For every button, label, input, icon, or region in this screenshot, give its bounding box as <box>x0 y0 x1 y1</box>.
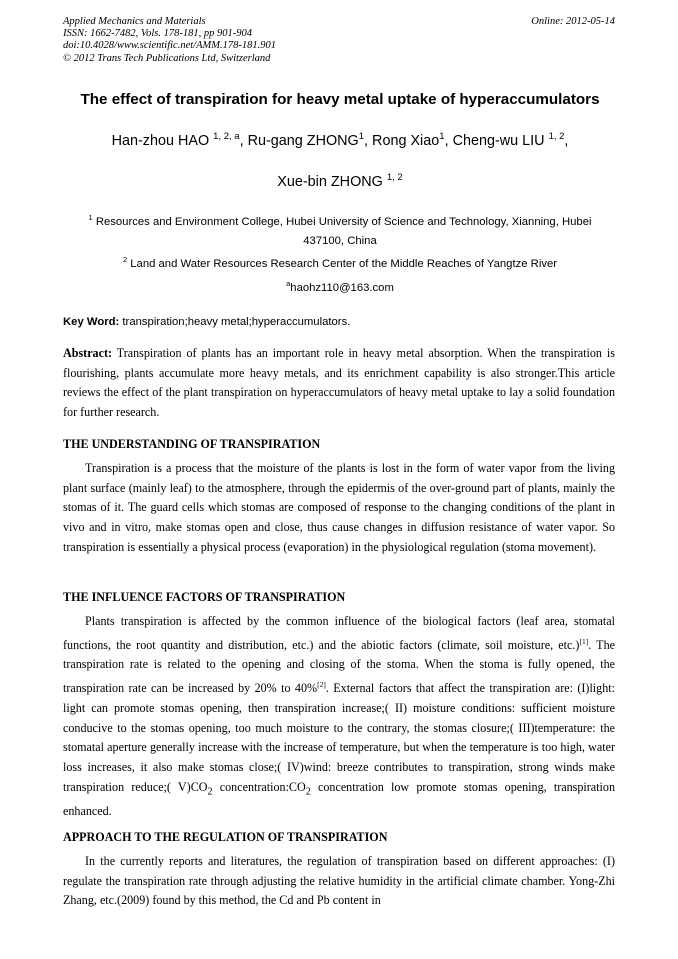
abstract-text: Transpiration of plants has an important role in heavy metal absorption. When the transpiration is flourishing, plants accumulate more heavy metals, and its enrichment capability is also stronger.This article reviews the effect of the plant transpiration on hyperaccumulators of heavy metal uptake to lay a solid foundation for further research. <box>63 346 615 420</box>
doi: doi:10.4028/www.scientific.net/AMM.178-181.901 <box>63 40 276 52</box>
author-name: Han-zhou HAO <box>111 132 210 149</box>
email-mark: a <box>286 279 291 288</box>
author-affiliation-mark: 1 <box>439 131 445 142</box>
author-line-2 <box>40 172 640 190</box>
paragraph-text: . External factors that affect the transpiration are: (I)light: light can promote stomas opening, then transpiration increase;( II) moisture conditions: sufficient moisture conducive to the stomas opening, too much moisture to the contrary, the stomas closure;( III)temperature: the stomatal aperture generally increase with the increase of temperature, but when the temperature is too high, water loss increases, it also make stomas close;( IV)wind: breeze contributes to transpiration, strong winds make transpiration reduce;( V)CO <box>63 681 615 794</box>
affiliation-text: Resources and Environment College, Hubei University of Science and Technology, Xianning, Hubei 437100, China <box>95 215 592 247</box>
section-heading: THE INFLUENCE FACTORS OF TRANSPIRATION <box>63 590 346 604</box>
keywords-label: Key Word: <box>63 316 120 328</box>
paper-title: The effect of transpiration for heavy metal uptake of hyperaccumulators <box>80 91 600 108</box>
section-heading: APPROACH TO THE REGULATION OF TRANSPIRATION <box>63 830 388 844</box>
paragraph-text: concentration low promote stomas opening, transpiration enhanced. <box>63 779 615 818</box>
paragraph-text: Plants transpiration is affected by the common influence of the biological factors (leaf area, stomatal functions, the root quantity and distribution, etc.) and the abiotic factors (climate, soil moisture, etc.) <box>63 614 615 652</box>
author-name: Xue-bin ZHONG <box>277 173 383 190</box>
affiliation-text: Land and Water Resources Research Center of the Middle Reaches of Yangtze River <box>130 257 558 270</box>
author-name: Ru-gang ZHONG <box>247 132 359 149</box>
author-affiliation-mark: 1, 2 <box>386 172 403 183</box>
journal-header <box>63 16 615 65</box>
keywords <box>63 316 350 328</box>
author-affiliation-mark: 1 <box>358 131 365 142</box>
contact-email <box>70 274 610 298</box>
abstract-label: Abstract: <box>63 346 113 360</box>
affiliation-1 <box>70 208 610 251</box>
author-name: Rong Xiao <box>372 132 440 149</box>
author-line-1: Han-zhou HAO $^{1, 2, a}$, Ru-gang ZHONG$^1$, Rong Xiao$^1$, Cheng-wu LIU $^{1, 2}$, <box>111 131 569 149</box>
author-affiliation-mark: 1, 2 <box>548 131 565 142</box>
copyright: © 2012 Trans Tech Publications Ltd, Switzerland <box>63 52 271 64</box>
abstract <box>63 344 615 423</box>
online-date: Online: 2012-05-14 <box>531 16 615 27</box>
issn: ISSN: 1662-7482, Vols. 178-181, pp 901-904 <box>63 28 252 40</box>
affiliation-mark: 1 <box>88 213 93 222</box>
section-heading: THE UNDERSTANDING OF TRANSPIRATION <box>63 437 321 451</box>
section-paragraph <box>63 612 615 822</box>
paragraph-text: concentration:CO <box>212 779 306 794</box>
subscript: 2 <box>207 786 213 798</box>
author-name: Cheng-wu LIU <box>452 132 545 149</box>
keywords-text: transpiration;heavy metal;hyperaccumulators. <box>122 316 351 328</box>
journal-name: Applied Mechanics and Materials <box>63 16 206 27</box>
section-paragraph: Transpiration is a process that the moisture of the plants is lost in the form of water vapor from the living plant surface (mainly leaf) to the atmosphere, through the epidermis of the over-ground part of plants, mainly the stomas of it. The guard cells which stomas are composed of response to the changing conditions of the plant in vivo and in vitro, make stomas open and close, thus cause changes in diffusion resistance of water vapor. So transpiration is essentially a physical process (evaporation) in the physiological regulation (stoma movement). <box>63 461 615 554</box>
subscript: 2 <box>305 786 311 798</box>
citation: [1] <box>579 636 589 646</box>
affiliation-mark: 2 <box>122 255 128 264</box>
section-paragraph: In the currently reports and literatures, the regulation of transpiration based on different approaches: (I) regulate the transpiration rate through adjusting the relative humidity in the artificial climate chamber. Yong-Zhi Zhang, etc.(2009) found by this method, the Cd and Pb content in <box>63 854 615 908</box>
email-address: haohz110@163.com <box>290 281 394 294</box>
paragraph-text: . The transpiration rate is related to the opening and closing of the stoma. When the stoma is fully opened, the transpiration rate can be increased by 20% to 40% <box>63 637 615 696</box>
affiliation-2 <box>70 250 610 274</box>
citation: [2] <box>317 680 326 690</box>
author-affiliation-mark: 1, 2, a <box>213 131 240 142</box>
